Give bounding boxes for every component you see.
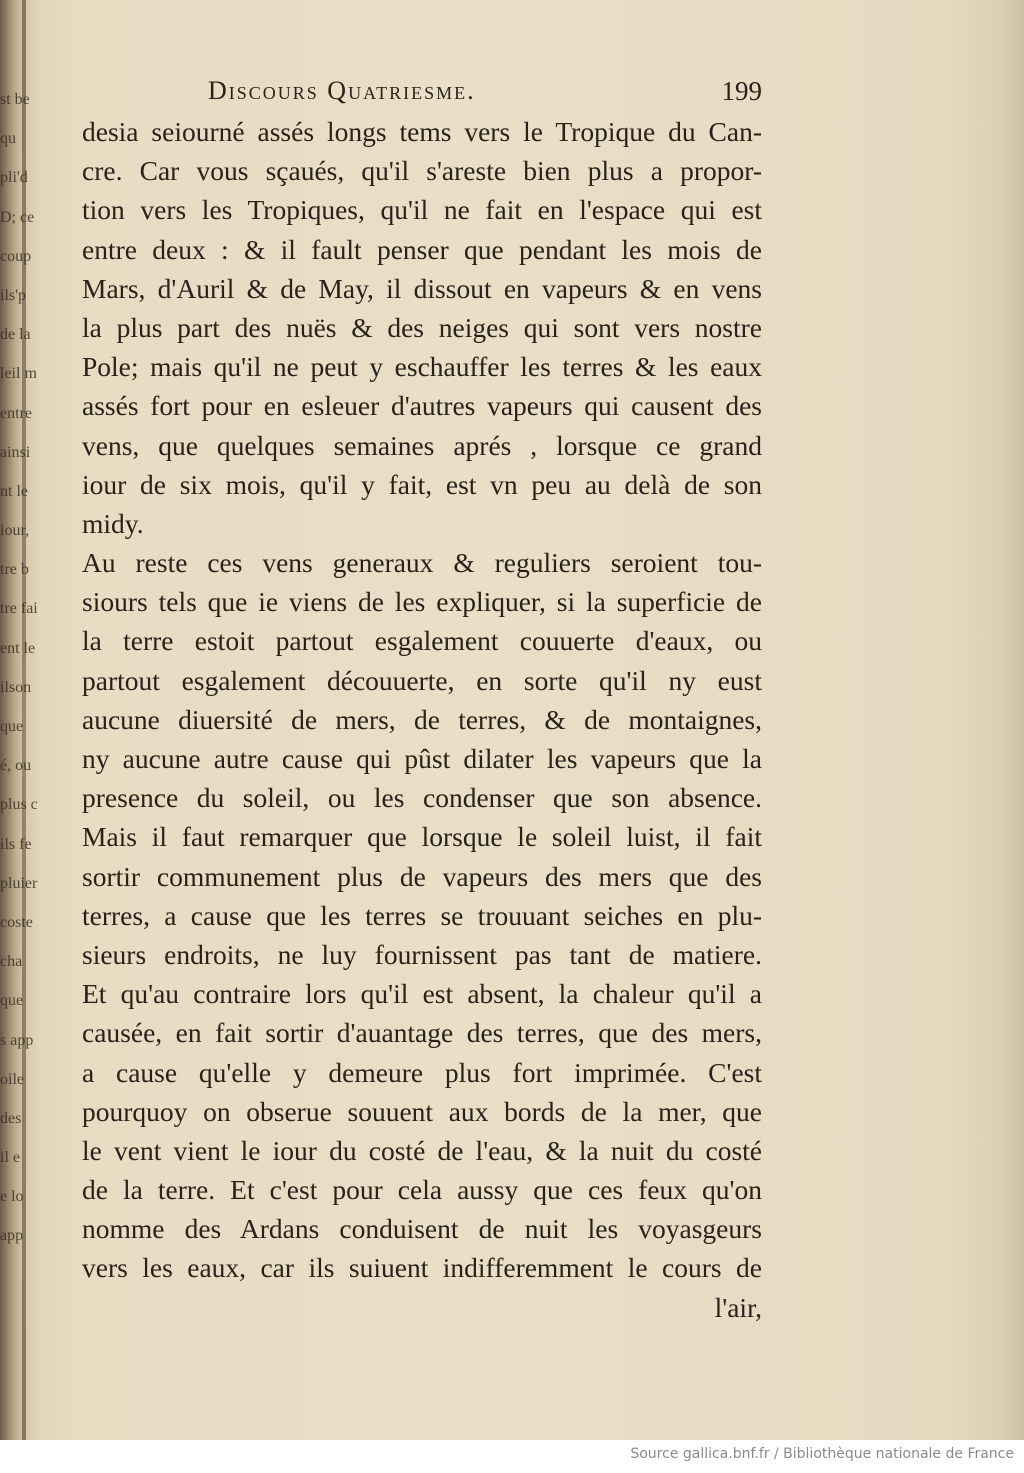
previous-page-fragment: D; ce (0, 208, 35, 226)
previous-page-fragment: plus c (0, 796, 38, 814)
text-line: vers les eaux, car ils suiuent indifferemment le cours de (82, 1252, 762, 1284)
text-line: Mars, d'Auril & de May, il dissout en vapeurs & en vens (82, 272, 762, 304)
previous-page-fragment: des (0, 1109, 22, 1127)
previous-page-fragment: e lo (0, 1188, 24, 1206)
previous-page-fragment: entre (0, 404, 32, 422)
text-line: aucune diuersité de mers, de terres, & de montaignes, (82, 703, 762, 735)
previous-page-fragment: il e (0, 1149, 20, 1167)
previous-page-fragment: leil m (0, 365, 37, 383)
text-line: Mais il faut remarquer que lorsque le soleil luist, il fait (82, 821, 762, 853)
previous-page-fragment: coste (0, 913, 33, 931)
text-line: desia seiourné assés longs tems vers le Tropique du Can- (82, 116, 762, 147)
text-line: pourquoy on obserue souuent aux bords de la mer, que (82, 1095, 762, 1127)
previous-page-fragment: tre fai (0, 600, 38, 618)
source-footer: Source gallica.bnf.fr / Bibliothèque nationale de France (630, 1446, 1014, 1462)
text-line: sortir communement plus de vapeurs des mers que des (82, 860, 762, 892)
running-head (82, 72, 762, 112)
catchword: l'air, (714, 1291, 762, 1323)
text-line: midy. (82, 507, 144, 539)
body-text (82, 112, 762, 1288)
text-line: de la terre. Et c'est pour cela aussy que ces feux qu'on (82, 1174, 762, 1206)
text-line: la terre estoit partout esgalement couuerte d'eaux, ou (82, 625, 762, 657)
text-line: ny aucune autre cause qui pûst dilater les vapeurs que la (82, 743, 762, 774)
previous-page-fragment: tre b (0, 561, 29, 579)
text-line: causée, en fait sortir d'auantage des terres, que des mers, (82, 1017, 762, 1049)
previous-page-fragment: é, ou (0, 757, 32, 775)
text-line: le vent vient le iour du costé de l'eau, & la nuit du costé (82, 1134, 762, 1166)
running-title: Discours Quatriesme. (208, 76, 476, 105)
text-line: siours tels que ie viens de les expliquer, si la superficie de (82, 586, 762, 618)
text-line: tion vers les Tropiques, qu'il ne fait en l'espace qui est (82, 194, 762, 226)
previous-page-fragment: cha (0, 953, 23, 971)
previous-page-fragment: oile (0, 1070, 24, 1088)
previous-page-fragment: coup (0, 247, 32, 265)
previous-page-fragment: de la (0, 326, 31, 344)
text-line: cre. Car vous sçaués, qu'il s'areste bien plus a propor- (82, 155, 762, 187)
previous-page-fragment: ilson (0, 678, 32, 696)
previous-page-fragment: s app (0, 1031, 34, 1049)
text-line: assés fort pour en esleuer d'autres vapeurs qui causent des (82, 390, 762, 422)
text-line: vens, que quelques semaines aprés , lorsque ce grand (82, 429, 762, 461)
previous-page-fragment: pluier (0, 874, 38, 892)
text-line: Au reste ces vens generaux & reguliers seroient tou- (82, 547, 762, 579)
text-line: Pole; mais qu'il ne peut y eschauffer les terres & les eaux (82, 351, 762, 383)
previous-page-fragment: que (0, 718, 24, 735)
text-line: entre deux : & il fault penser que pendant les mois de (82, 233, 762, 265)
text-line: iour de six mois, qu'il y fait, est vn peu au delà de son (82, 468, 762, 500)
previous-page-fragment: ils'p (0, 286, 26, 304)
previous-page-fragment: que (0, 992, 24, 1010)
text-line: terres, a cause que les terres se trouuant seiches en plu- (82, 899, 762, 931)
previous-page-fragment: pli'd (0, 169, 28, 187)
previous-page-fragment: st be (0, 91, 30, 108)
previous-page-fragment: nt le (0, 482, 28, 500)
previous-page-fragment: ainsi (0, 443, 31, 461)
text-line: partout esgalement découuerte, en sorte qu'il ny eust (82, 664, 762, 696)
previous-page-fragment: ent le (0, 639, 36, 657)
previous-page-fragment: app (0, 1227, 24, 1245)
text-line: la plus part des nuës & des neiges qui sont vers nostre (82, 311, 762, 343)
previous-page-fragment: qu (0, 130, 16, 148)
text-line: Et qu'au contraire lors qu'il est absent, la chaleur qu'il a (82, 978, 762, 1010)
previous-page-edge (0, 80, 40, 1260)
text-line: presence du soleil, ou les condenser que son absence. (82, 782, 762, 814)
text-line: sieurs endroits, ne luy fournissent pas tant de matiere. (82, 938, 762, 970)
previous-page-fragment: iour, (0, 522, 30, 540)
book-page (82, 72, 762, 1327)
previous-page-fragment: ils fe (0, 835, 32, 853)
page-number: 199 (721, 76, 762, 106)
text-line: nomme des Ardans conduisent de nuit les voyasgeurs (82, 1213, 762, 1245)
text-line: a cause qu'elle y demeure plus fort imprimée. C'est (82, 1056, 762, 1088)
